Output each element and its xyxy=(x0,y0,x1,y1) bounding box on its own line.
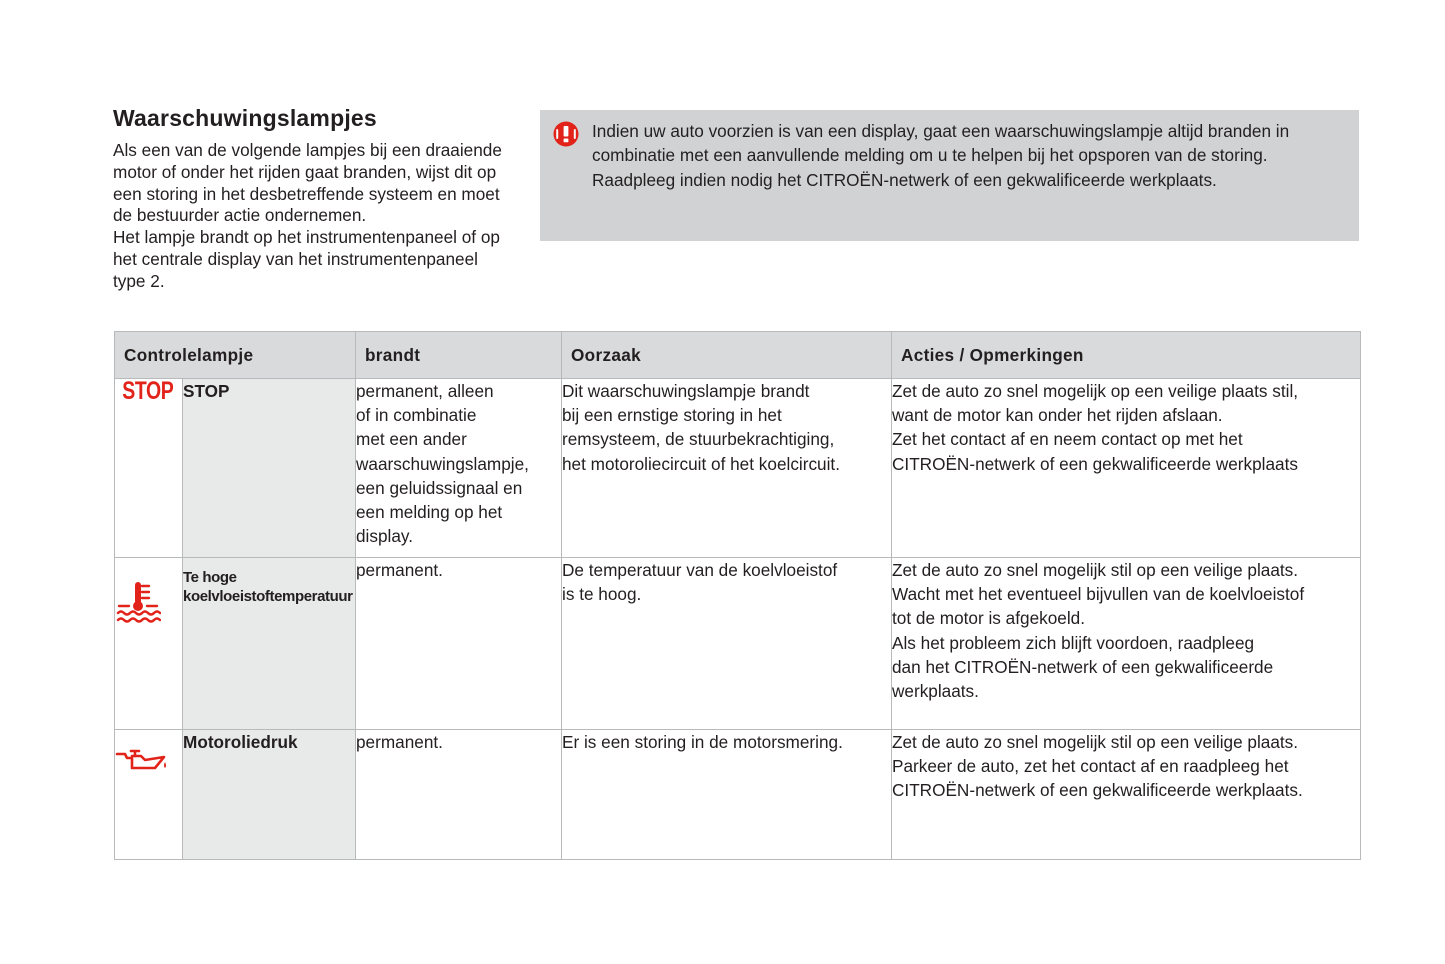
lamp-name: Motoroliedruk xyxy=(183,730,356,860)
warning-lights-table xyxy=(114,331,1361,860)
header-oorzaak: Oorzaak xyxy=(562,332,892,379)
info-note-text: Indien uw auto voorzien is van een display, gaat een waarschuwingslampje altijd branden in combinatie met een aanvullende melding om u te helpen bij het opsporen van de storing. Raadpleeg indien nodig het CITROËN-netwerk of een gekwalificeerde werkplaats. xyxy=(592,121,1290,190)
table-row-coolant xyxy=(115,558,1361,730)
lamp-name: Te hoge koelvloeistoftemperatuur xyxy=(183,558,356,730)
coolant-temperature-icon xyxy=(115,580,161,624)
page-title: Waarschuwingslampjes xyxy=(113,105,377,131)
acties-cell: Zet de auto zo snel mogelijk stil op een veilige plaats. Wacht met het eventueel bijvullen van de koelvloeistof tot de motor is afgekoeld. Als het probleem zich blijft voordoen, raadpleeg dan het CITROËN-netwerk of een gekwalificeerde werkplaats. xyxy=(892,558,1361,730)
oorzaak-cell: De temperatuur van de koelvloeistof is te hoog. xyxy=(562,558,892,730)
brandt-cell: permanent. xyxy=(356,730,562,860)
table-row-oil xyxy=(115,730,1361,860)
lamp-name: STOP xyxy=(183,379,356,558)
header-acties: Acties / Opmerkingen xyxy=(892,332,1361,379)
icon-cell xyxy=(115,730,183,860)
brandt-cell: permanent. xyxy=(356,558,562,730)
acties-cell: Zet de auto zo snel mogelijk stil op een veilige plaats. Parkeer de auto, zet het contact af en raadpleeg het CITROËN-netwerk of een gekwalificeerde werkplaats. xyxy=(892,730,1361,860)
oil-pressure-icon xyxy=(115,746,169,772)
table-header-row xyxy=(115,332,1361,379)
intro-paragraph-2: Het lampje brandt op het instrumentenpaneel of op het centrale display van het instrumentenpaneel type 2. xyxy=(113,227,500,291)
icon-cell xyxy=(115,558,183,730)
header-controlelampje: Controlelampje xyxy=(115,332,356,379)
stop-icon: STOP xyxy=(122,377,174,405)
header-brandt: brandt xyxy=(356,332,562,379)
oorzaak-cell: Er is een storing in de motorsmering. xyxy=(562,730,892,860)
info-note-box xyxy=(540,110,1359,241)
acties-cell: Zet de auto zo snel mogelijk op een veilige plaats stil, want de motor kan onder het rijden afslaan. Zet het contact af en neem contact op met het CITROËN-netwerk of een gekwalificeerde werkplaats xyxy=(892,379,1361,558)
table-row-stop xyxy=(115,379,1361,558)
exclamation-warning-icon xyxy=(553,121,579,147)
intro-paragraph-1: Als een van de volgende lampjes bij een draaiende motor of onder het rijden gaat branden, wijst dit op een storing in het desbetreffende systeem en moet de bestuurder actie ondernemen. xyxy=(113,140,502,226)
oorzaak-cell: Dit waarschuwingslampje brandt bij een ernstige storing in het remsysteem, de stuurbekrachtiging, het motoroliecircuit of het koelcircuit. xyxy=(562,379,892,558)
intro-text xyxy=(113,140,513,293)
brandt-cell: permanent, alleen of in combinatie met een ander waarschuwingslampje, een geluidssignaal en een melding op het display. xyxy=(356,379,562,558)
icon-cell xyxy=(115,379,183,558)
